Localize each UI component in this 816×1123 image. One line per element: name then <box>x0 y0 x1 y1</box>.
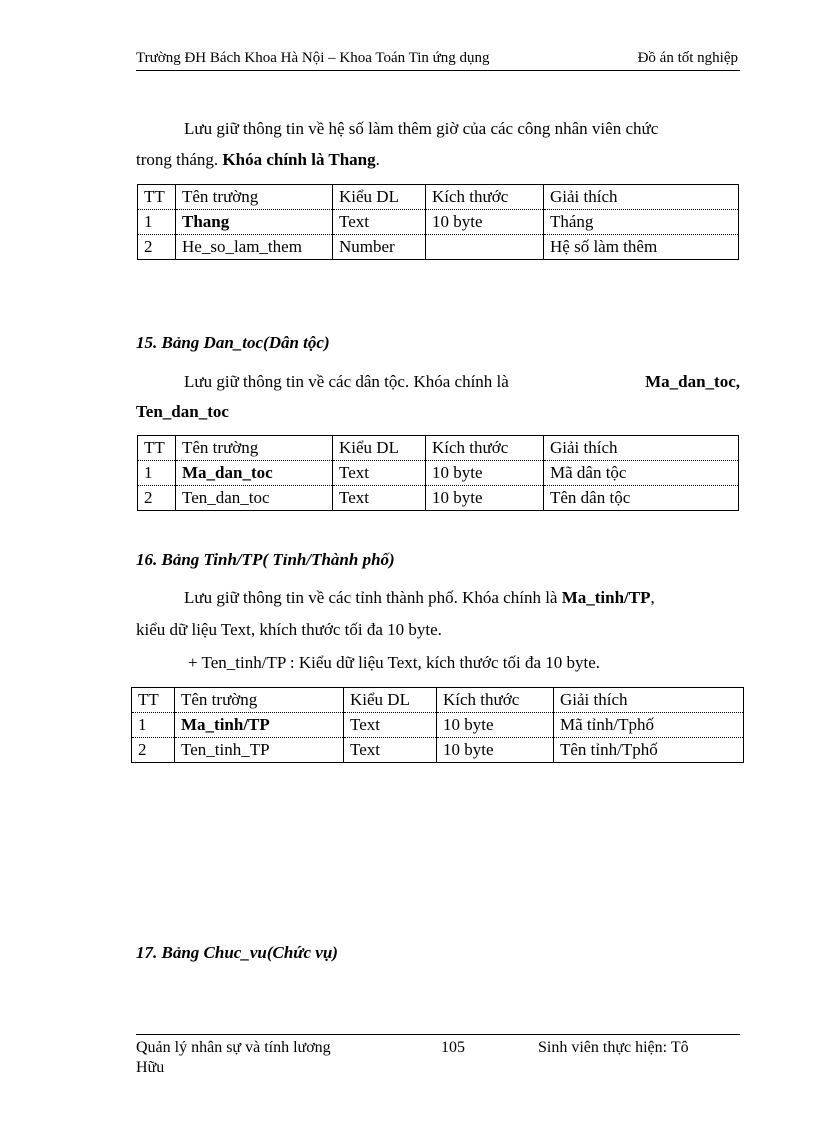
table-header-row <box>138 436 739 461</box>
cell-tt: 2 <box>132 738 175 763</box>
col-header-field: Tên trường <box>176 436 333 461</box>
section-16-para-plain: Lưu giữ thông tin về các tỉnh thành phố. Khóa chính là <box>184 588 562 607</box>
cell-size: 10 byte <box>437 738 554 763</box>
page-header <box>136 48 740 71</box>
intro-line-2-end: . <box>375 150 380 169</box>
cell-desc: Mã dân tộc <box>544 461 739 486</box>
cell-type: Text <box>344 738 437 763</box>
cell-tt: 2 <box>138 486 176 511</box>
table-tinh-tp <box>131 687 744 763</box>
cell-size: 10 byte <box>426 486 544 511</box>
section-15-title: 15. Bảng Dan_toc(Dân tộc) <box>136 333 330 352</box>
header-right: Đồ án tốt nghiệp <box>637 50 738 66</box>
intro-line-2-plain: trong tháng. <box>136 150 223 169</box>
table-row <box>132 738 744 763</box>
cell-field: Ma_dan_toc <box>176 461 333 486</box>
cell-tt: 1 <box>138 210 176 235</box>
section-16-key: Ma_tinh/TP <box>561 588 651 607</box>
col-header-desc: Giải thích <box>544 185 739 210</box>
table-overtime <box>137 184 739 260</box>
cell-field: Ten_tinh_TP <box>175 738 344 763</box>
footer-left-line-2: Hữu <box>136 1059 165 1076</box>
cell-desc: Mã tỉnh/Tphố <box>554 713 744 738</box>
footer-left: Quản lý nhân sự và tính lương <box>136 1039 331 1056</box>
col-header-desc: Giải thích <box>554 688 744 713</box>
table-dan-toc <box>137 435 739 511</box>
page-number: 105 <box>441 1039 465 1056</box>
col-header-tt: TT <box>138 185 176 210</box>
cell-field: He_so_lam_them <box>176 235 333 260</box>
cell-type: Text <box>333 461 426 486</box>
page-footer <box>136 1034 740 1076</box>
cell-size: 10 byte <box>437 713 554 738</box>
cell-desc: Tên dân tộc <box>544 486 739 511</box>
intro-line-1: Lưu giữ thông tin về hệ số làm thêm giờ của các công nhân viên chức <box>184 119 659 138</box>
col-header-type: Kiểu DL <box>344 688 437 713</box>
table-row <box>138 461 739 486</box>
header-left: Trường ĐH Bách Khoa Hà Nội – Khoa Toán Tin ứng dụng <box>136 50 490 66</box>
section-16-para-line-2: kiểu dữ liệu Text, khích thước tối đa 10 byte. <box>136 620 442 639</box>
cell-desc: Hệ số làm thêm <box>544 235 739 260</box>
col-header-type: Kiểu DL <box>333 436 426 461</box>
intro-line-2 <box>136 148 380 172</box>
cell-desc: Tháng <box>544 210 739 235</box>
cell-type: Text <box>344 713 437 738</box>
section-16-title: 16. Bảng Tinh/TP( Tỉnh/Thành phố) <box>136 550 395 569</box>
table-header-row <box>138 185 739 210</box>
section-15-key-2: Ten_dan_toc <box>136 402 229 421</box>
col-header-field: Tên trường <box>175 688 344 713</box>
intro-primary-key: Khóa chính là Thang <box>222 150 376 169</box>
col-header-desc: Giải thích <box>544 436 739 461</box>
cell-field: Thang <box>176 210 333 235</box>
footer-right: Sinh viên thực hiện: Tô <box>538 1039 689 1056</box>
cell-field: Ma_tinh/TP <box>175 713 344 738</box>
col-header-tt: TT <box>132 688 175 713</box>
section-15-key-1: Ma_dan_toc, <box>645 372 740 391</box>
cell-tt: 1 <box>132 713 175 738</box>
table-row <box>132 713 744 738</box>
section-17-title: 17. Bảng Chuc_vu(Chức vụ) <box>136 943 338 962</box>
table-header-row <box>132 688 744 713</box>
cell-type: Number <box>333 235 426 260</box>
col-header-size: Kích thước <box>426 185 544 210</box>
col-header-size: Kích thước <box>426 436 544 461</box>
cell-type: Text <box>333 486 426 511</box>
cell-size: 10 byte <box>426 210 544 235</box>
cell-type: Text <box>333 210 426 235</box>
section-16-para-line-3: + Ten_tinh/TP : Kiểu dữ liệu Text, kích thước tối đa 10 byte. <box>188 653 601 672</box>
cell-tt: 2 <box>138 235 176 260</box>
section-15-para-line-1 <box>184 370 740 394</box>
table-row <box>138 235 739 260</box>
col-header-field: Tên trường <box>176 185 333 210</box>
table-row <box>138 486 739 511</box>
section-15-para-plain: Lưu giữ thông tin về các dân tộc. Khóa chính là <box>184 372 509 391</box>
section-16-para-line-1 <box>184 586 655 610</box>
cell-desc: Tên tỉnh/Tphố <box>554 738 744 763</box>
cell-field: Ten_dan_toc <box>176 486 333 511</box>
section-16-para-end: , <box>650 588 655 607</box>
cell-size: 10 byte <box>426 461 544 486</box>
col-header-size: Kích thước <box>437 688 554 713</box>
cell-tt: 1 <box>138 461 176 486</box>
cell-size <box>426 235 544 260</box>
col-header-type: Kiểu DL <box>333 185 426 210</box>
col-header-tt: TT <box>138 436 176 461</box>
table-row <box>138 210 739 235</box>
